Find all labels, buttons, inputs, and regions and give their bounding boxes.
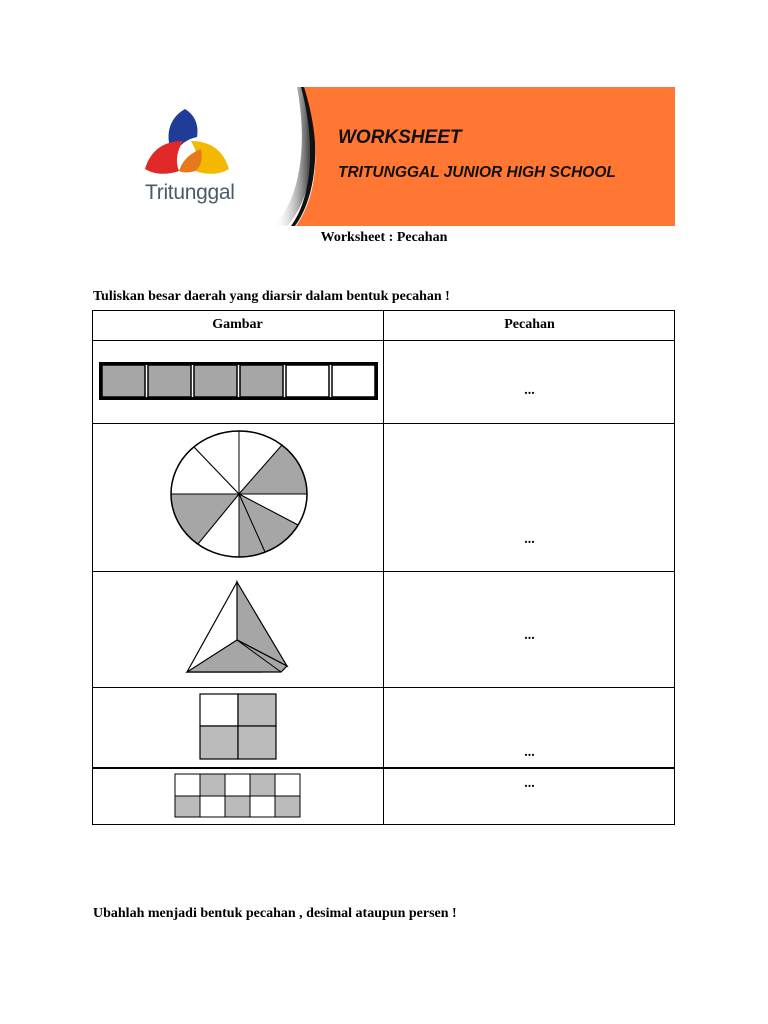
answer-blank-2: ... [524, 532, 535, 547]
table-border-left [92, 310, 93, 825]
grid-2x5-figure [174, 773, 302, 819]
answer-blank-3: ... [524, 628, 535, 643]
document-title: Worksheet : Pecahan [320, 230, 448, 245]
banner-graphic [105, 87, 675, 226]
instruction-1: Tuliskan besar daerah yang diarsir dalam bentuk pecahan ! [93, 289, 450, 304]
bar-figure [99, 362, 379, 402]
answer-blank-4: ... [524, 745, 535, 760]
column-header-pecahan: Pecahan [504, 317, 555, 332]
banner-orange-panel [296, 87, 675, 226]
answer-blank-5: ... [524, 776, 535, 791]
worksheet-banner [105, 87, 675, 226]
square-2x2-figure [199, 693, 279, 761]
column-header-gambar: Gambar [212, 317, 263, 332]
logo-wordmark: Tritunggal [145, 181, 235, 204]
banner-subtitle: TRITUNGGAL JUNIOR HIGH SCHOOL [338, 164, 616, 181]
circle-figure [168, 430, 310, 562]
pyramid-figure [185, 578, 291, 676]
fraction-table [92, 310, 675, 825]
banner-title: WORKSHEET [338, 127, 462, 148]
answer-blank-1: ... [524, 383, 535, 398]
tritunggal-logo-icon [145, 109, 229, 174]
instruction-2: Ubahlah menjadi bentuk pecahan , desimal ataupun persen ! [93, 906, 457, 921]
